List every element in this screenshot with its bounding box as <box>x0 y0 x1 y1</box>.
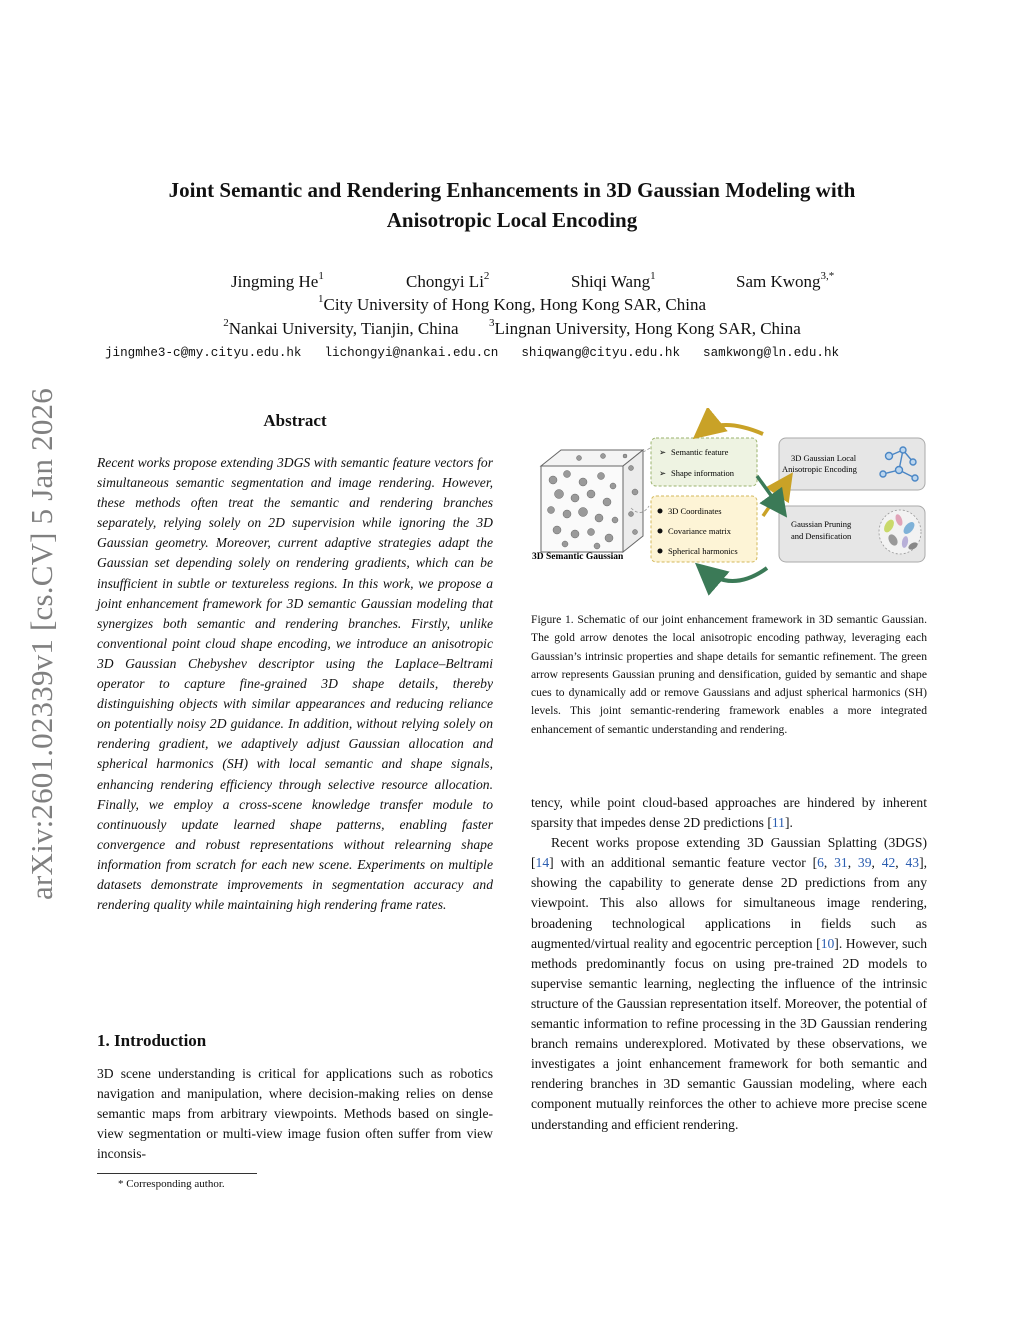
figure-1 <box>531 408 927 603</box>
bullet-icon <box>658 529 663 534</box>
introduction-body: 3D scene understanding is critical for applications such as robotics navigation and manipulation, where decision-making relies on dense semantic maps from arbitrary viewpoints. Methods based on single-view segmentation or multi-view image fusion often suffer from view inconsis- <box>97 1066 493 1162</box>
text-run: , <box>895 855 906 871</box>
pruning-box-label: and Densification <box>791 531 852 541</box>
text-run: tency, while point cloud-based approaches are hindered by inherent sparsity that impedes dense 2D predictions [ <box>531 795 927 831</box>
framework-diagram <box>531 408 927 603</box>
affiliation-line-1 <box>80 295 944 315</box>
footnote-rule <box>97 1173 257 1174</box>
author-4 <box>736 272 834 292</box>
gold-arrow-top <box>699 425 763 434</box>
feature-item: Semantic feature <box>671 447 729 457</box>
arxiv-identifier: arXiv:2601.02339v1 [cs.CV] 5 Jan 2026 <box>24 388 59 900</box>
abstract-heading: Abstract <box>263 411 327 430</box>
text-run: ]. However, such methods predominantly focus on using pre-trained 2D models to supervise semantic learning, neglecting the influence of the intrinsic structure of the Gaussian representation itself. Moreover, the potential of semantic information to refine processing in the 3D Gaussian rendering branch remains underexplored. Motivated by these observations, we investigates a joint enhancement framework for both semantic and rendering branches in 3D semantic Gaussian modeling, where each component mutually reinforces the other to achieve more precise scene understanding and efficient rendering. <box>531 935 927 1132</box>
author-2 <box>406 272 489 292</box>
feature-item: Shape information <box>671 468 735 478</box>
author-name: Chongyi Li <box>406 272 484 291</box>
text-run: , <box>823 855 835 871</box>
text-run: ]. <box>784 815 793 831</box>
affiliation-sup: 1 <box>318 293 324 305</box>
email-3[interactable]: shiqwang@cityu.edu.hk <box>521 346 681 360</box>
property-item: 3D Coordinates <box>668 506 722 516</box>
citation-link[interactable]: 10 <box>820 935 835 951</box>
arrow-bullet-icon: ➢ <box>659 468 667 478</box>
email-2[interactable]: lichongyi@nankai.edu.cn <box>324 346 499 360</box>
affiliation-sup: 2 <box>223 317 229 329</box>
citation-link[interactable]: 11 <box>771 815 785 831</box>
figure-1-caption: Figure 1. Schematic of our joint enhancement framework in 3D semantic Gaussian. The gold arrow denotes the local anisotropic encoding pathway, leveraging each Gaussian’s intrinsic properties and shape details for semantic refinement. The green arrow represents Gaussian pruning and densification, guided by semantic and shape cues to dynamically add or remove Gaussians and adjust spherical harmonics (SH) levels. This joint semantic-rendering framework enables a more integrated enhancement of semantic understanding and rendering. <box>531 613 927 736</box>
encoding-box-label: Anisotropic Encoding <box>782 464 857 474</box>
author-name: Jingming He <box>231 272 319 291</box>
arrow-bullet-icon: ➢ <box>659 447 667 457</box>
paragraph <box>531 833 927 1134</box>
citation-link[interactable]: 6 <box>817 855 824 871</box>
citation-link[interactable]: 42 <box>881 855 896 871</box>
gaussian-cluster-icon <box>879 510 921 554</box>
pruning-box-label: Gaussian Pruning <box>791 519 852 529</box>
feature-box <box>651 438 757 486</box>
author-sup: 3,* <box>820 270 835 282</box>
author-sup: 2 <box>483 270 490 282</box>
title-line-2: Anisotropic Local Encoding <box>386 208 638 232</box>
affiliation-line-2 <box>80 319 944 339</box>
affiliation-2: Nankai University, Tianjin, China <box>228 319 459 338</box>
cube-label: 3D Semantic Gaussian <box>532 552 624 562</box>
author-emails <box>105 346 975 360</box>
affiliation-3: Lingnan University, Hong Kong SAR, China <box>494 319 801 338</box>
footnote: * Corresponding author. <box>118 1178 225 1190</box>
affiliation-sup: 3 <box>489 317 495 329</box>
citation-link[interactable]: 14 <box>535 855 550 871</box>
paragraph <box>531 793 927 833</box>
author-3 <box>571 272 656 292</box>
author-sup: 1 <box>318 270 324 282</box>
text-run: Recent works propose extending 3D Gaussian Splatting (3DGS) [ <box>531 835 927 871</box>
abstract-body: Recent works propose extending 3DGS with semantic feature vectors for simultaneous semantic segmentation and image rendering. However, these methods often treat the semantic and rendering branches separately, relying solely on 2D supervision while ignoring the 3D Gaussian geometry. Moreover, current adaptive strategies adapt the Gaussian set depending solely on rendering gradients, which can be insufficient in subtle or textureless regions. In this work, we propose a joint enhancement framework for 3D semantic Gaussian modeling that synergizes both semantic and rendering branches. Firstly, unlike conventional point cloud shape encoding, we introduce an anisotropic 3D Gaussian Chebyshev descriptor using the Laplace–Beltrami operator to capture fine-grained 3D shape details, thereby distinguishing objects with similar appearances and reducing reliance on potentially noisy 2D guidance. In addition, without relying solely on rendering gradient, we adaptively adjust Gaussian allocation and spherical harmonics (SH) with local semantic and shape signals, enhancing rendering efficiency through selective resource allocation. Finally, we employ a cross-scene knowledge transfer module to continuously update learned shape patterns, enabling faster convergence and robust representations without relearning shape information from scratch for each new scene. Experiments on multiple datasets demonstrate improvements in segmentation accuracy and rendering quality while maintaining high rendering frame rates. <box>97 455 493 913</box>
author-name: Shiqi Wang <box>571 272 651 291</box>
citation-link[interactable]: 39 <box>857 855 872 871</box>
section-heading-introduction: 1. Introduction <box>97 1031 207 1050</box>
text-run: ], showing the capability to generate dense 2D predictions from any viewpoint. This also allows for simultaneous image rendering, broadening technological applications in fields such as augmented/virtual reality and egocentric perception [ <box>531 855 928 951</box>
text-run: , <box>871 855 882 871</box>
gaussian-cube-icon <box>532 450 643 562</box>
bullet-icon <box>658 549 663 554</box>
property-item: Covariance matrix <box>668 526 732 536</box>
right-column-body <box>531 793 927 1135</box>
encoding-box-label: 3D Gaussian Local <box>791 453 857 463</box>
email-4[interactable]: samkwong@ln.edu.hk <box>703 346 840 360</box>
author-name: Sam Kwong <box>736 272 821 291</box>
paper-title <box>80 175 944 235</box>
citation-link[interactable]: 31 <box>834 855 848 871</box>
green-arrow-bottom <box>701 568 767 581</box>
affiliation-1: City University of Hong Kong, Hong Kong SAR, China <box>323 295 706 314</box>
text-run: , <box>847 855 858 871</box>
text-run: ] with an additional semantic feature vector [ <box>549 855 818 871</box>
property-item: Spherical harmonics <box>668 546 738 556</box>
author-sup: 1 <box>650 270 656 282</box>
citation-link[interactable]: 43 <box>905 855 920 871</box>
email-1[interactable]: jingmhe3-c@my.cityu.edu.hk <box>105 346 302 360</box>
author-1 <box>231 272 324 292</box>
title-line-1: Joint Semantic and Rendering Enhancements in 3D Gaussian Modeling with <box>168 178 856 202</box>
bullet-icon <box>658 509 663 514</box>
